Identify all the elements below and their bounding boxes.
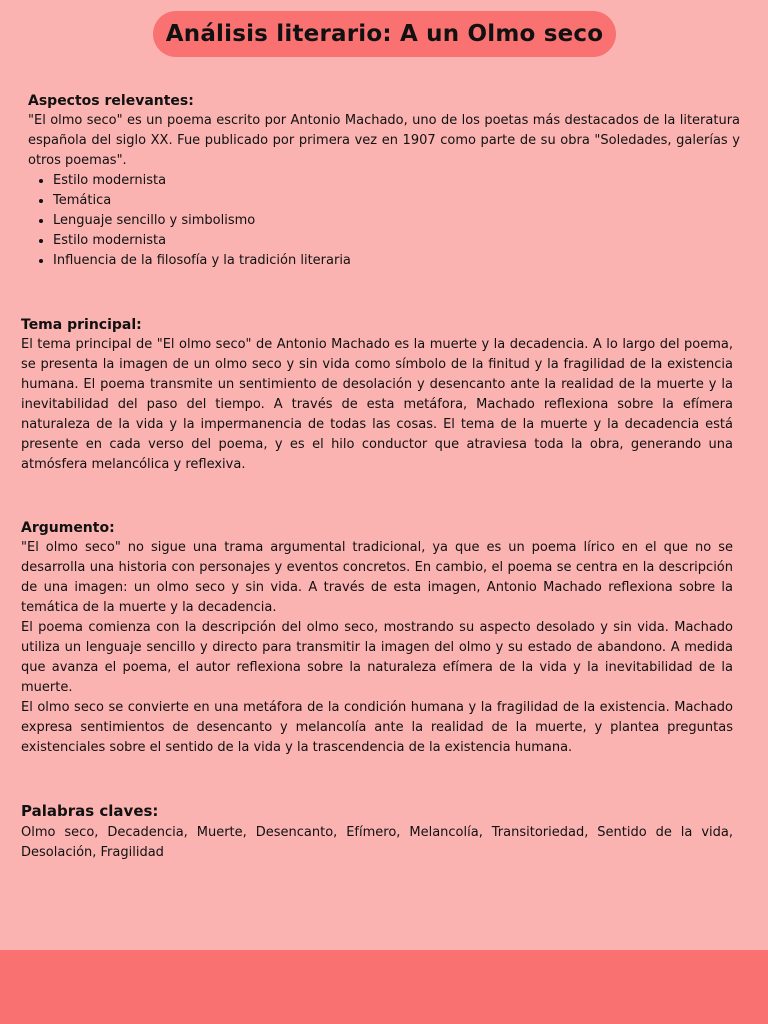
argumento-paragraph: El olmo seco se convierte en una metáfora de la condición humana y la fragilidad de la existencia. Machado expresa sentimientos de desencanto y melancolía ante la realidad de la muerte, y plantea preguntas existenciales sobre el sentido de la vida y la trascendencia de la existencia humana.	[21, 700, 733, 755]
palabras-body: Olmo seco, Decadencia, Muerte, Desencanto, Efímero, Melancolía, Transitoriedad, Sentido de la vida, Desolación, Fragilidad	[21, 825, 733, 860]
section-heading-tema: Tema principal:	[21, 317, 142, 333]
page-title: Análisis literario: A un Olmo seco	[165, 21, 604, 47]
argumento-paragraph: "El olmo seco" no sigue una trama argumental tradicional, ya que es un poema lírico en el que no se desarrolla una historia con personajes y eventos concretos. En cambio, el poema se centra en la descripción de una imagen: un olmo seco y sin vida. A través de esta imagen, Antonio Machado reflexiona sobre la temática de la muerte y la decadencia.	[21, 540, 733, 615]
tema-body: El tema principal de "El olmo seco" de Antonio Machado es la muerte y la decadencia. A lo largo del poema, se presenta la imagen de un olmo seco y sin vida como símbolo de la finitud y la fragilidad de la existencia humana. El poema transmite un sentimiento de desolación y desencanto ante la realidad de la muerte y la inevitabilidad del paso del tiempo. A través de esta metáfora, Machado reflexiona sobre la efímera naturaleza de la vida y la impermanencia de todas las cosas. El tema de la muerte y la decadencia está presente en cada verso del poema, y es el hilo conductor que atraviesa toda la obra, generando una atmósfera melancólica y reflexiva.	[21, 337, 733, 472]
section-aspectos-relevantes	[28, 91, 740, 271]
list-item: • Temática	[53, 191, 740, 211]
aspectos-intro: "El olmo seco" es un poema escrito por Antonio Machado, uno de los poetas más destacados de la literatura española del siglo XX. Fue publicado por primera vez en 1907 como parte de su obra "Soledades, galerías y otros poemas".	[28, 113, 740, 168]
section-palabras-claves	[21, 801, 733, 863]
footer-band	[0, 950, 768, 1024]
section-heading-aspectos: Aspectos relevantes:	[28, 93, 194, 109]
list-item: • Estilo modernista	[53, 171, 740, 191]
list-item: • Estilo modernista	[53, 231, 740, 251]
title-banner	[153, 11, 616, 57]
aspectos-list	[28, 171, 740, 271]
list-item: • Lenguaje sencillo y simbolismo	[53, 211, 740, 231]
section-heading-argumento: Argumento:	[21, 520, 115, 536]
section-tema-principal	[21, 315, 733, 475]
list-item: • Influencia de la filosofía y la tradición literaria	[53, 251, 740, 271]
section-argumento	[21, 518, 733, 758]
section-heading-palabras: Palabras claves:	[21, 802, 159, 820]
argumento-paragraph: El poema comienza con la descripción del olmo seco, mostrando su aspecto desolado y sin vida. Machado utiliza un lenguaje sencillo y directo para transmitir la imagen del olmo y su estado de abandono. A medida que avanza el poema, el autor reflexiona sobre la naturaleza efímera de la vida y la inevitabilidad de la muerte.	[21, 620, 733, 695]
